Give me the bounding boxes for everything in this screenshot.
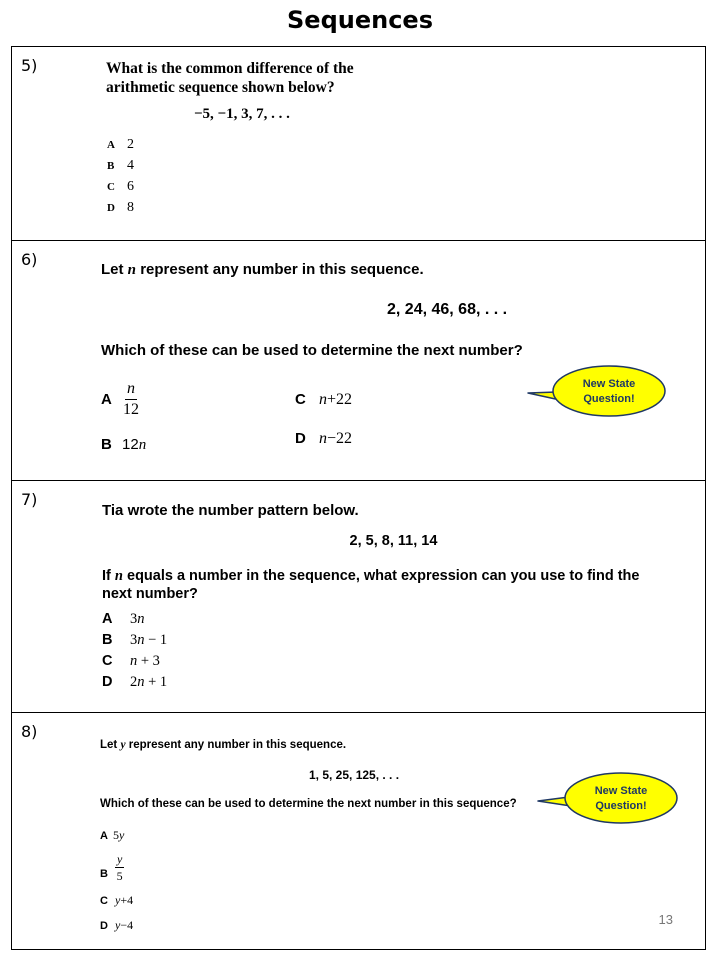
operation: −4 <box>120 918 134 932</box>
denominator: 5 <box>116 869 123 883</box>
question-text: next number? <box>102 586 198 602</box>
question-5-sequence: −5, −1, 3, 7, . . . <box>194 106 290 122</box>
answer-option[interactable] <box>107 200 134 221</box>
answer-option-b[interactable] <box>100 850 124 882</box>
question-6-section <box>12 241 705 481</box>
intro-text: represent any number in this sequence. <box>128 739 347 751</box>
question-7-sequence: 2, 5, 8, 11, 14 <box>349 533 438 549</box>
fraction <box>115 853 124 882</box>
answer-option[interactable] <box>107 137 134 158</box>
denominator: 12 <box>123 400 139 418</box>
variable: n <box>130 653 138 669</box>
variable: n <box>127 262 137 278</box>
operation: +22 <box>327 391 353 408</box>
option-letter: B <box>102 632 113 648</box>
variable: y <box>120 739 126 751</box>
coefficient: 3 <box>130 632 138 648</box>
option-letter: B <box>107 160 115 172</box>
question-8-sequence: 1, 5, 25, 125, . . . <box>309 768 400 782</box>
answer-option[interactable] <box>102 653 167 674</box>
numerator: y <box>117 852 123 866</box>
operation: −22 <box>327 430 353 447</box>
option-letter: A <box>100 830 108 842</box>
question-7-intro: Tia wrote the number pattern below. <box>102 502 359 519</box>
option-letter: A <box>101 390 112 408</box>
question-text: equals a number in the sequence, what expression can you use to find the <box>127 568 640 584</box>
option-value: 6 <box>127 179 134 194</box>
option-value: 8 <box>127 200 134 215</box>
question-6-question: Which of these can be used to determine the next number? <box>101 342 523 359</box>
variable: n <box>137 674 145 690</box>
intro-text: Let <box>100 739 118 751</box>
variable: n <box>319 430 327 447</box>
operation: + 1 <box>144 674 168 690</box>
answer-option-c[interactable] <box>100 893 133 908</box>
question-7-options <box>102 611 167 695</box>
question-7-section <box>12 481 705 713</box>
question-5-prompt <box>106 59 354 97</box>
coefficient: 2 <box>130 674 138 690</box>
callout-text-line1: New State <box>582 378 636 390</box>
option-letter: A <box>102 611 113 627</box>
fraction <box>123 381 139 418</box>
option-letter: C <box>107 181 115 193</box>
variable: y <box>115 893 121 907</box>
coefficient: 3 <box>130 611 138 627</box>
option-letter: B <box>100 868 108 880</box>
answer-option-a[interactable] <box>100 828 124 843</box>
question-8-section <box>12 713 705 951</box>
operation: + 3 <box>137 653 160 669</box>
intro-text: Let <box>101 261 124 278</box>
new-state-question-callout <box>536 769 696 829</box>
answer-option[interactable] <box>102 632 167 653</box>
answer-option-a[interactable] <box>101 379 139 419</box>
new-state-question-callout <box>524 362 684 422</box>
option-letter: D <box>295 430 306 447</box>
option-letter: C <box>100 895 108 907</box>
question-8-intro <box>100 739 346 751</box>
variable: n <box>137 611 145 627</box>
answer-option[interactable] <box>102 611 167 632</box>
page-title: Sequences <box>287 6 433 34</box>
option-letter: A <box>107 139 115 151</box>
variable: n <box>137 632 145 648</box>
question-5-section <box>12 47 705 241</box>
answer-option[interactable] <box>102 674 167 695</box>
option-value: 4 <box>127 158 134 173</box>
question-text: If <box>102 568 111 584</box>
variable: n <box>114 568 123 584</box>
option-letter: C <box>102 653 113 669</box>
variable: n <box>319 391 327 408</box>
question-6-sequence: 2, 24, 46, 68, . . . <box>387 301 508 318</box>
question-5-number: 5) <box>21 56 38 75</box>
answer-option[interactable] <box>107 179 134 200</box>
question-7-question <box>102 567 662 603</box>
question-5-prompt-line2: arithmetic sequence shown below? <box>106 79 335 96</box>
question-8-number: 8) <box>21 722 38 741</box>
page-number: 13 <box>658 912 673 927</box>
coefficient: 5 <box>113 828 119 842</box>
answer-option-d[interactable] <box>100 918 133 933</box>
question-5-options <box>107 137 134 221</box>
callout-text-line2: Question! <box>595 800 647 812</box>
answer-option[interactable] <box>107 158 134 179</box>
option-letter: C <box>295 391 306 408</box>
callout-text-line2: Question! <box>583 393 635 405</box>
answer-option-c[interactable] <box>295 391 352 409</box>
option-value: 2 <box>127 137 134 152</box>
question-6-intro <box>101 261 424 279</box>
question-8-question: Which of these can be used to determine the next number in this sequence? <box>100 798 517 810</box>
callout-text-line1: New State <box>594 785 648 797</box>
operation: − 1 <box>144 632 168 648</box>
option-letter: B <box>101 436 112 453</box>
numerator: n <box>125 381 137 400</box>
option-letter: D <box>102 674 113 690</box>
option-letter: D <box>107 202 115 214</box>
answer-option-b[interactable] <box>101 436 146 454</box>
variable: y <box>119 828 125 842</box>
question-5-prompt-line1: What is the common difference of the <box>106 60 354 77</box>
coefficient: 12 <box>122 436 139 453</box>
question-6-number: 6) <box>21 250 38 269</box>
worksheet-frame <box>11 46 706 950</box>
intro-text: represent any number in this sequence. <box>140 261 424 278</box>
question-7-number: 7) <box>21 490 38 509</box>
variable: n <box>138 437 147 453</box>
operation: +4 <box>120 893 134 907</box>
answer-option-d[interactable] <box>295 430 352 448</box>
variable: y <box>115 918 121 932</box>
option-letter: D <box>100 920 108 932</box>
